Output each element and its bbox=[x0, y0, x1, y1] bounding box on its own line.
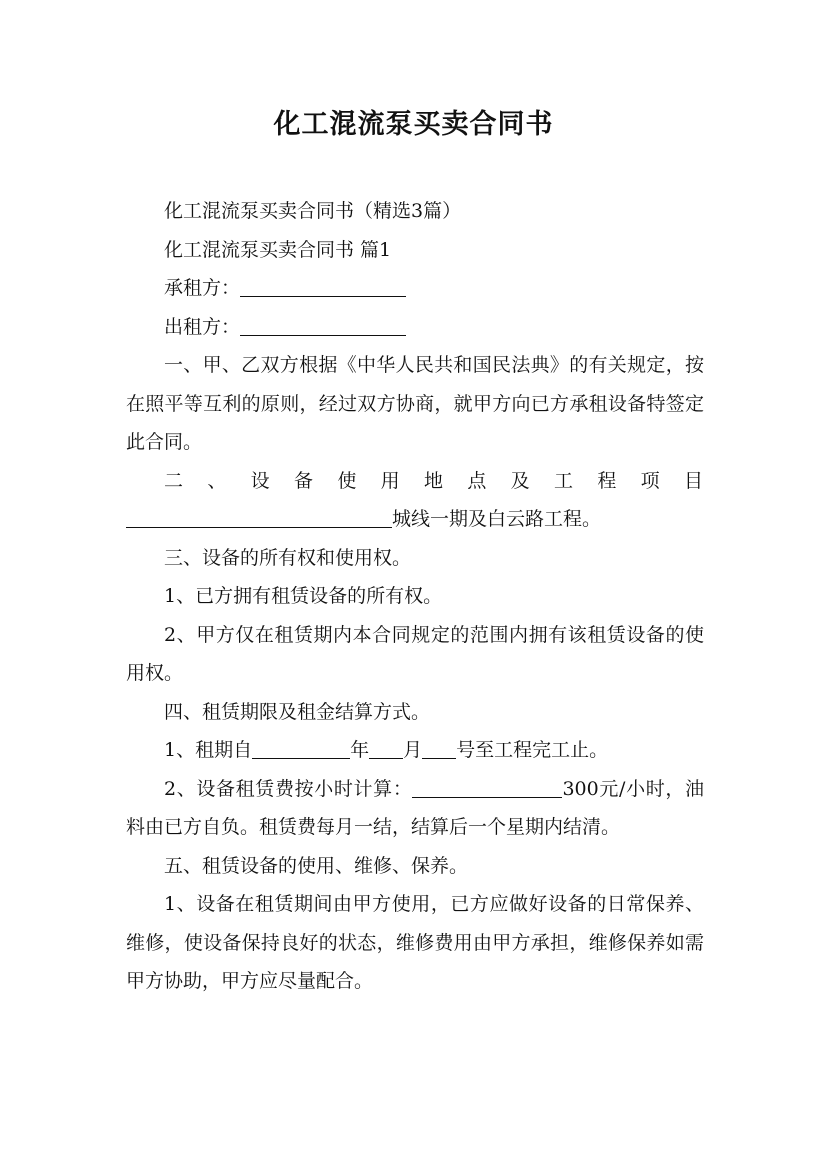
document-title: 化工混流泵买卖合同书 bbox=[273, 109, 554, 140]
clause-2-tail: 城线一期及白云路工程。 bbox=[392, 508, 602, 530]
clause-1: 一、甲、乙双方根据《中华人民共和国民法典》的有关规定，按在照平等互利的原则，经过双方协商，就甲方向已方承租设备特签定此合同。 bbox=[126, 354, 704, 453]
month-blank bbox=[369, 738, 403, 759]
clause-3-2: 2、甲方仅在租赁期内本合同规定的范围内拥有该租赁设备的使用权。 bbox=[126, 623, 704, 684]
clause-4-2-text-b: 300元/小时，油料由已方自负。租赁费每月一结，结算后一个星期内结清。 bbox=[126, 777, 704, 838]
lessor-label: 出租方： bbox=[164, 315, 241, 338]
clause-4-1 bbox=[126, 731, 704, 770]
lessee-label: 承租方： bbox=[164, 277, 241, 299]
clause-3-1: 1、已方拥有租赁设备的所有权。 bbox=[164, 585, 443, 607]
subtitle: 化工混流泵买卖合同书（精选3篇） bbox=[164, 200, 462, 222]
clause-2-detail bbox=[126, 500, 704, 539]
clause-4: 四、租赁期限及租金结算方式。 bbox=[164, 700, 431, 723]
project-blank bbox=[126, 507, 392, 528]
lessee-blank bbox=[240, 276, 406, 297]
lessor-blank bbox=[240, 315, 406, 336]
rate-blank bbox=[412, 777, 562, 798]
clause-4-1-text-c: 月 bbox=[403, 739, 423, 761]
clause-4-2 bbox=[126, 770, 704, 847]
day-blank bbox=[422, 738, 456, 759]
clause-2-heading: 二、设备使用地点及工程项目 bbox=[164, 469, 704, 492]
clause-3: 三、设备的所有权和使用权。 bbox=[164, 546, 412, 569]
clause-4-1-text-d: 号至工程完工止。 bbox=[456, 739, 609, 761]
lessor-line bbox=[126, 308, 704, 347]
clause-4-2-text-a: 2、设备租赁费按小时计算： bbox=[164, 777, 413, 800]
year-blank bbox=[252, 738, 350, 759]
clause-4-1-text-a: 1、租期自 bbox=[164, 739, 253, 761]
clause-5-1: 1、设备在租赁期间由甲方使用，已方应做好设备的日常保养、维修，使设备保持良好的状态，维修费用由甲方承担，维修保养如需甲方协助，甲方应尽量配合。 bbox=[126, 893, 704, 992]
clause-5: 五、租赁设备的使用、维修、保养。 bbox=[164, 854, 469, 877]
lessee-line bbox=[126, 269, 704, 308]
clause-4-1-text-b: 年 bbox=[350, 739, 370, 761]
section-heading: 化工混流泵买卖合同书 篇1 bbox=[164, 238, 392, 261]
document-body bbox=[126, 192, 704, 1001]
